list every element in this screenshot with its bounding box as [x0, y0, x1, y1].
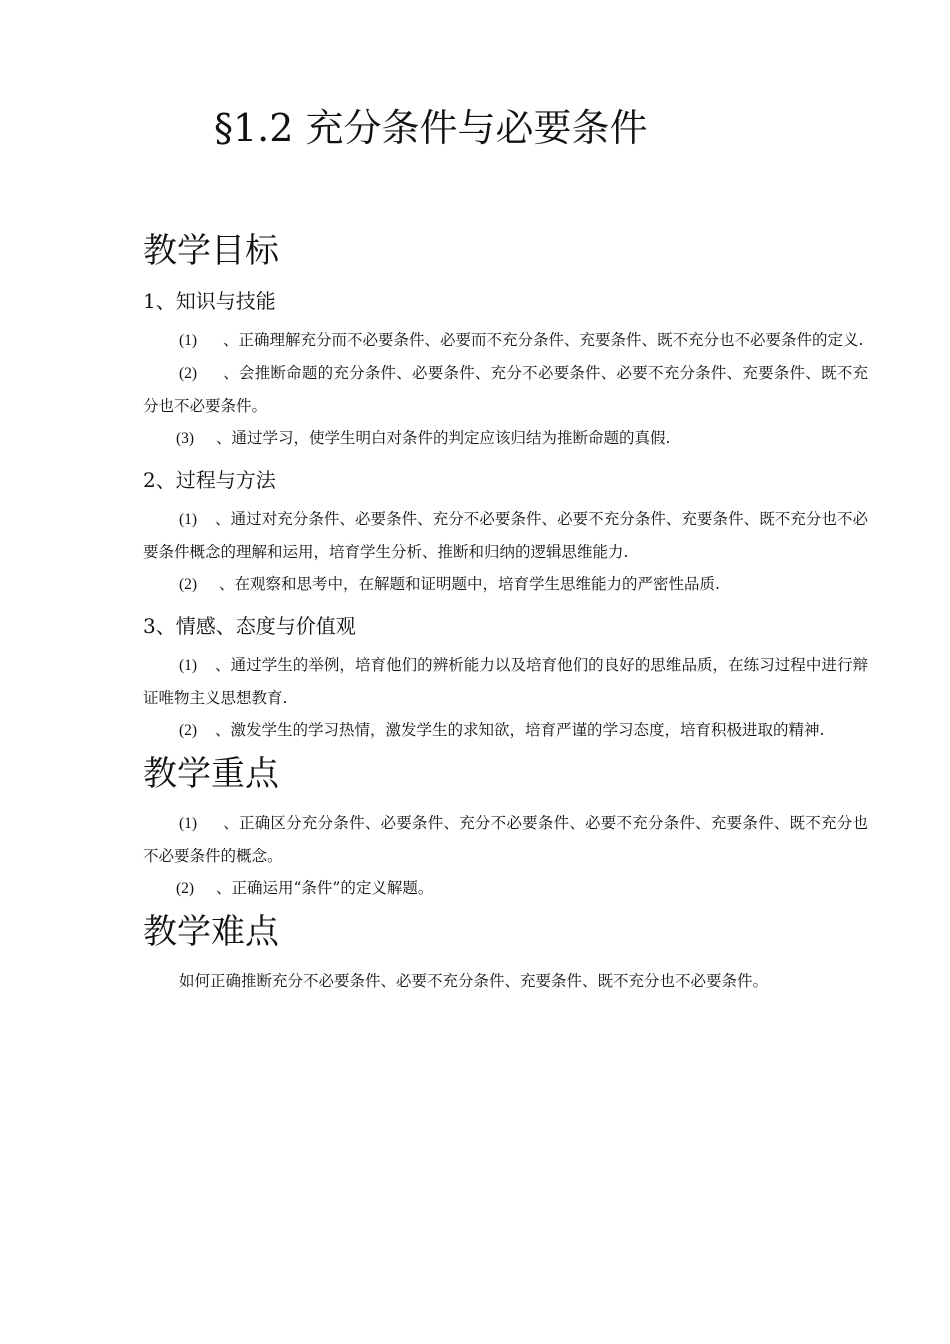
item-text: 、正确理解充分而不必要条件、必要而不充分条件、充要条件、既不充分也不必要条件的定义.	[223, 331, 864, 349]
list-item	[143, 324, 868, 357]
item-number: (1)	[179, 815, 198, 832]
list-item	[143, 503, 868, 568]
difficulty-text: 如何正确推断充分不必要条件、必要不充分条件、充要条件、既不充分也不必要条件。	[179, 972, 769, 990]
list-item	[143, 807, 868, 872]
item-number: (2)	[176, 880, 195, 897]
subheading-knowledge: 1、知识与技能	[143, 289, 276, 313]
item-text: 、正确运用“条件”的定义解题。	[216, 879, 434, 897]
item-text: 、激发学生的学习热情，激发学生的求知欲，培育严谨的学习态度，培育积极进取的精神.	[215, 721, 825, 739]
item-number: (2)	[179, 722, 198, 739]
item-number: (2)	[179, 576, 198, 593]
item-number: (1)	[179, 657, 198, 674]
document-body	[143, 226, 868, 997]
item-text: 、通过对充分条件、必要条件、充分不必要条件、必要不充分条件、充要条件、既不充分也不必要条件概念的理解和运用，培育学生分析、推断和归纳的逻辑思维能力.	[143, 510, 868, 561]
item-text: 、正确区分充分条件、必要条件、充分不必要条件、必要不充分条件、充要条件、既不充分也不必要条件的概念。	[143, 814, 868, 865]
item-text: 、会推断命题的充分条件、必要条件、充分不必要条件、必要不充分条件、充要条件、既不充分也不必要条件。	[143, 364, 868, 415]
item-text: 、通过学生的举例，培育他们的辨析能力以及培育他们的良好的思维品质，在练习过程中进行辩证唯物主义思想教育.	[143, 656, 868, 707]
list-item	[143, 714, 868, 747]
list-item	[143, 568, 868, 601]
item-text: 、通过学习，使学生明白对条件的判定应该归结为推断命题的真假.	[216, 429, 671, 447]
list-item	[143, 649, 868, 714]
subheading-values: 3、情感、态度与价值观	[143, 614, 356, 638]
list-item	[143, 872, 868, 905]
item-number: (3)	[176, 430, 195, 447]
subheading-process: 2、过程与方法	[143, 468, 276, 492]
item-number: (1)	[179, 332, 198, 349]
list-item	[143, 422, 868, 455]
document-title: §1.2 充分条件与必要条件	[214, 106, 648, 150]
section-heading-difficulties: 教学难点	[143, 912, 279, 952]
list-item	[143, 357, 868, 422]
section-heading-objectives: 教学目标	[143, 231, 279, 271]
item-number: (2)	[179, 365, 198, 382]
item-number: (1)	[179, 511, 198, 528]
section-heading-key-points: 教学重点	[143, 754, 279, 794]
item-text: 、在观察和思考中，在解题和证明题中，培育学生思维能力的严密性品质.	[219, 575, 720, 593]
